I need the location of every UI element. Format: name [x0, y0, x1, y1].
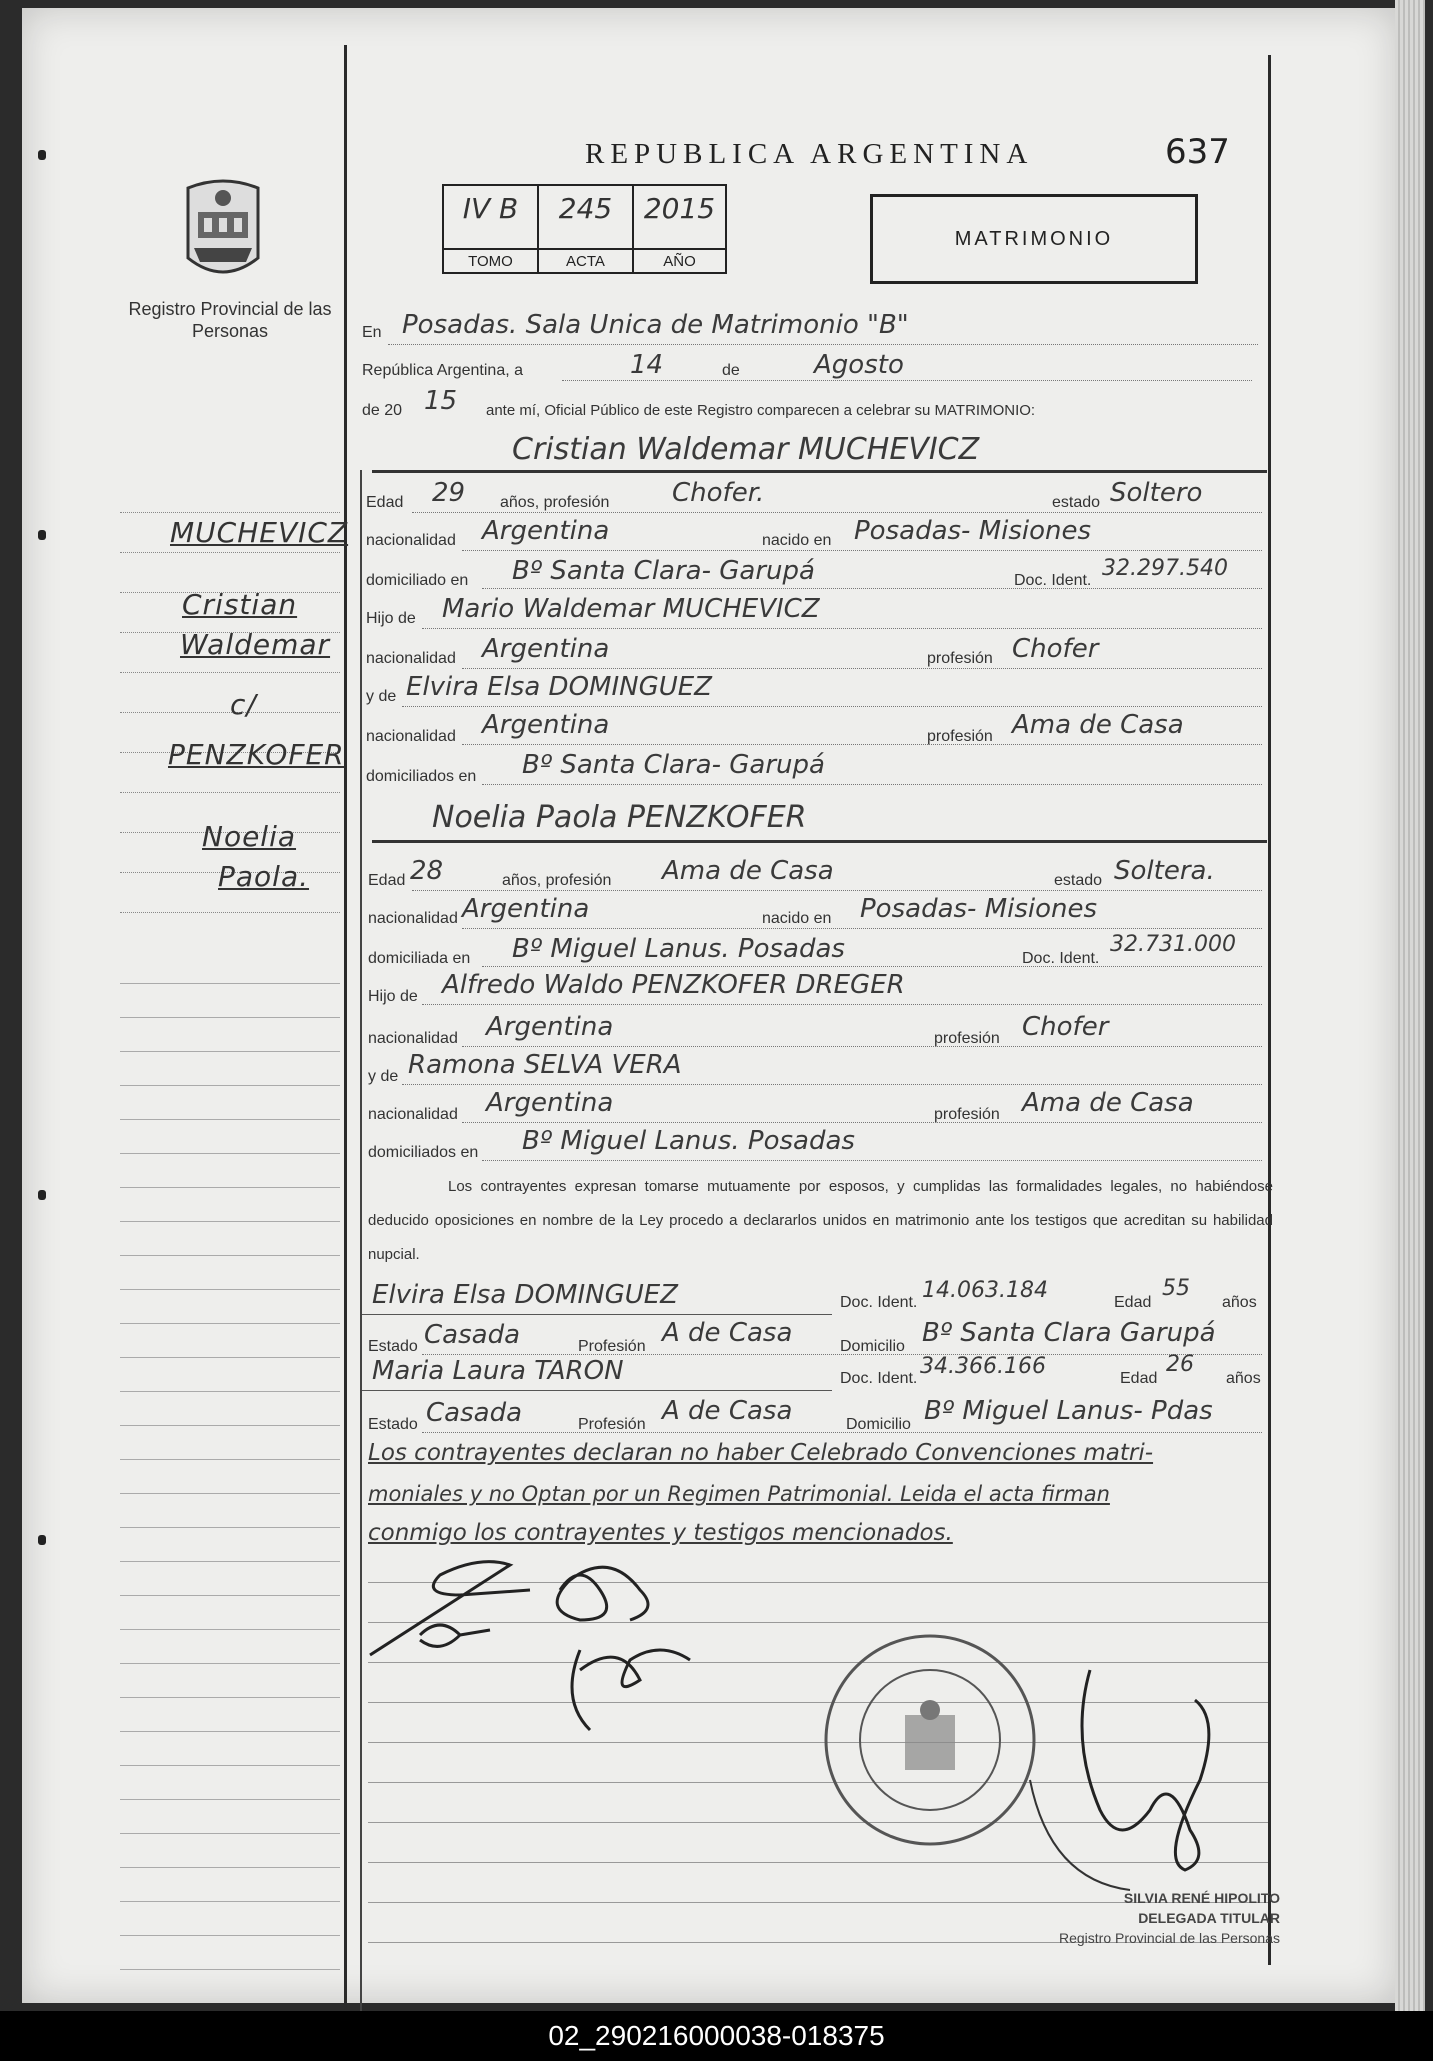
- doc-label: Doc. Ident.: [840, 1294, 918, 1311]
- domicilio-label: domiciliado en: [366, 572, 469, 589]
- republica-label: República Argentina, a: [362, 362, 523, 379]
- edad-value: 28: [410, 856, 444, 886]
- tomo-cell: [444, 186, 539, 274]
- party2-father-row: [362, 970, 1267, 1006]
- yde-label: y de: [366, 688, 397, 705]
- witness2-details-row: [362, 1396, 1267, 1432]
- profesion-label: Profesión: [578, 1416, 646, 1433]
- party2-nationality-row: [362, 894, 1267, 930]
- party2-mother-row: [362, 1050, 1267, 1086]
- margin-conjunction: c/: [230, 688, 257, 721]
- domicilio-label: Domicilio: [840, 1338, 905, 1355]
- binding-hole: [38, 150, 46, 160]
- party2-name: Noelia Paola PENZKOFER: [432, 800, 807, 835]
- profesion-label: profesión: [927, 728, 993, 745]
- note-line: [362, 1478, 1267, 1518]
- profesion-label: años, profesión: [500, 494, 610, 511]
- yde-label: y de: [368, 1068, 399, 1085]
- note-line: [362, 1436, 1267, 1476]
- nacionalidad-label: nacionalidad: [366, 650, 456, 667]
- page-stack-edge: [1395, 0, 1425, 2011]
- official-office: Registro Provincial de las Personas: [1059, 1930, 1280, 1946]
- witness1-status: Casada: [424, 1320, 521, 1350]
- doc-label: Doc. Ident.: [840, 1370, 918, 1387]
- binding-hole: [38, 530, 46, 540]
- witness2-name: Maria Laura TARON: [372, 1356, 624, 1386]
- mother-profession: Ama de Casa: [1022, 1088, 1194, 1118]
- act-type-box: MATRIMONIO: [870, 194, 1198, 284]
- domicilio-label: Domicilio: [846, 1416, 911, 1433]
- party1-father-row: [362, 594, 1267, 630]
- tomo-value: IV B: [462, 192, 519, 225]
- profesion-value: Chofer.: [672, 478, 765, 508]
- mother-name: Ramona SELVA VERA: [408, 1050, 682, 1080]
- margin-given-name: Noelia: [202, 820, 297, 853]
- official-block: [1050, 1888, 1280, 1948]
- anio-label: AÑO: [634, 248, 725, 274]
- place-value: Posadas. Sala Unica de Matrimonio "B": [402, 310, 909, 340]
- nacionalidad-label: nacionalidad: [368, 1106, 458, 1123]
- party1-father-nat-row: [362, 634, 1267, 670]
- nacido-label: nacido en: [762, 532, 832, 549]
- estado-label: estado: [1054, 872, 1103, 889]
- estado-label: Estado: [368, 1338, 418, 1355]
- month-value: Agosto: [814, 350, 904, 380]
- note-text: conmigo los contrayentes y testigos mencionados.: [368, 1520, 953, 1546]
- hijo-label: Hijo de: [366, 610, 416, 627]
- domicilio-label: domiciliada en: [368, 950, 471, 967]
- intro-year-row: [362, 386, 1267, 428]
- estado-value: Soltero: [1110, 478, 1203, 508]
- profesion-label: profesión: [927, 650, 993, 667]
- nacionalidad-label: nacionalidad: [366, 532, 456, 549]
- party1-name-row: [362, 428, 1267, 472]
- anio-value: 2015: [643, 192, 716, 225]
- party2-age-row: [362, 856, 1267, 892]
- note-text: Los contrayentes declaran no haber Celebrado Convenciones matri-: [368, 1440, 1154, 1466]
- edad-label: Edad: [366, 494, 404, 511]
- intro-place-row: [362, 310, 1267, 346]
- margin-surname: PENZKOFER: [168, 738, 345, 771]
- party2-name-row: [362, 796, 1267, 842]
- scan-footer: 02_290216000038-018375: [0, 2011, 1433, 2061]
- estado-label: estado: [1052, 494, 1101, 511]
- witness2-profession: A de Casa: [662, 1396, 793, 1426]
- party2-parents-domicile-row: [362, 1124, 1267, 1160]
- domicilio-label: domiciliados en: [366, 768, 477, 785]
- party2-father-nat-row: [362, 1012, 1267, 1048]
- day-value: 14: [630, 350, 664, 380]
- witness1-domicile: Bº Santa Clara Garupá: [922, 1318, 1216, 1348]
- father-nationality: Argentina: [482, 634, 610, 664]
- domicilio-label: domiciliados en: [368, 1144, 479, 1161]
- intro-date-row: [362, 350, 1267, 386]
- nacionalidad-label: nacionalidad: [368, 910, 458, 927]
- father-nationality: Argentina: [486, 1012, 614, 1042]
- folio-number: 637: [1165, 132, 1230, 172]
- witness2-age: 26: [1166, 1352, 1194, 1377]
- parents-domicile: Bº Santa Clara- Garupá: [522, 750, 825, 780]
- nacionalidad-value: Argentina: [482, 516, 610, 546]
- de-label: de: [722, 362, 740, 379]
- profesion-label: Profesión: [578, 1338, 646, 1355]
- acta-value: 245: [558, 192, 613, 225]
- nacionalidad-value: Argentina: [462, 894, 590, 924]
- edad-label: Edad: [1120, 1370, 1158, 1387]
- edad-label: Edad: [1114, 1294, 1152, 1311]
- estado-label: Estado: [368, 1416, 418, 1433]
- profesion-label: profesión: [934, 1106, 1000, 1123]
- nacionalidad-label: nacionalidad: [368, 1030, 458, 1047]
- father-profession: Chofer: [1022, 1012, 1109, 1042]
- party1-name: Cristian Waldemar MUCHEVICZ: [512, 432, 980, 467]
- anos-label: años: [1222, 1294, 1257, 1311]
- official-signature: [1010, 1660, 1240, 1900]
- de20-label: de 20: [362, 402, 403, 419]
- tomo-label: TOMO: [444, 248, 537, 274]
- margin-surname: MUCHEVICZ: [170, 516, 349, 549]
- party1-mother-row: [362, 672, 1267, 708]
- statement-text: ante mí, Oficial Público de este Registro comparecen a celebrar su MATRIMONIO:: [486, 402, 1036, 419]
- mother-profession: Ama de Casa: [1012, 710, 1184, 740]
- edad-label: Edad: [368, 872, 406, 889]
- party1-domicile-row: [362, 554, 1267, 590]
- witness2-status: Casada: [426, 1398, 523, 1428]
- margin-ruled-area: [120, 950, 340, 1990]
- edad-value: 29: [432, 478, 466, 508]
- parents-domicile: Bº Miguel Lanus. Posadas: [522, 1126, 855, 1156]
- margin-given-name: Cristian: [182, 588, 298, 621]
- signature-2: [520, 1540, 720, 1740]
- domicilio-value: Bº Santa Clara- Garupá: [512, 556, 815, 586]
- party1-mother-nat-row: [362, 710, 1267, 746]
- note-text: moniales y no Optan por un Regimen Patrimonial. Leida el acta firman: [368, 1482, 1110, 1506]
- witness1-details-row: [362, 1318, 1267, 1354]
- declaration-text: Los contrayentes expresan tomarse mutuamente por esposos, y cumplidas las formalidades legales, no habiéndose deducido oposiciones en nombre de la Ley procedo a declararlos unidos en matrimonio ante los testigos que acreditan su habilidad nupcial.: [368, 1178, 1273, 1263]
- hijo-label: Hijo de: [368, 988, 418, 1005]
- party2-mother-nat-row: [362, 1088, 1267, 1124]
- party2-domicile-row: [362, 932, 1267, 968]
- acta-cell: [539, 186, 634, 274]
- witness1-age: 55: [1162, 1276, 1190, 1301]
- binding-hole: [38, 1535, 46, 1545]
- binding-hole: [38, 1190, 46, 1200]
- nacido-value: Posadas- Misiones: [860, 894, 1098, 924]
- official-name: SILVIA RENÉ HIPOLITO: [1123, 1890, 1280, 1906]
- official-role: DELEGADA TITULAR: [1138, 1910, 1280, 1926]
- witness1-profession: A de Casa: [662, 1318, 793, 1348]
- profesion-label: años, profesión: [502, 872, 612, 889]
- witness2-doc: 34.366.166: [920, 1354, 1046, 1379]
- domicilio-value: Bº Miguel Lanus. Posadas: [512, 934, 845, 964]
- misiones-seal-icon: [180, 178, 266, 286]
- margin-given-name: Waldemar: [180, 628, 331, 661]
- party1-age-row: [362, 478, 1267, 514]
- doc-label: Doc. Ident.: [1014, 572, 1092, 589]
- record-reference-box: [442, 184, 727, 274]
- mother-nationality: Argentina: [486, 1088, 614, 1118]
- column-divider: [344, 45, 347, 2010]
- witness2-row: [362, 1354, 1267, 1390]
- estado-value: Soltera.: [1114, 856, 1215, 886]
- en-label: En: [362, 324, 382, 341]
- anos-label: años: [1226, 1370, 1261, 1387]
- mother-name: Elvira Elsa DOMINGUEZ: [406, 672, 712, 702]
- profesion-value: Ama de Casa: [662, 856, 834, 886]
- anio-cell: [634, 186, 725, 274]
- doc-label: Doc. Ident.: [1022, 950, 1100, 967]
- witness1-name: Elvira Elsa DOMINGUEZ: [372, 1280, 678, 1310]
- party1-nationality-row: [362, 516, 1267, 552]
- mother-nationality: Argentina: [482, 710, 610, 740]
- party1-parents-domicile-row: [362, 748, 1267, 784]
- father-name: Mario Waldemar MUCHEVICZ: [442, 594, 820, 624]
- nacido-value: Posadas- Misiones: [854, 516, 1092, 546]
- nacionalidad-label: nacionalidad: [366, 728, 456, 745]
- witness1-row: [362, 1278, 1267, 1314]
- witness1-doc: 14.063.184: [922, 1278, 1048, 1303]
- acta-label: ACTA: [539, 248, 632, 274]
- country-title: REPUBLICA ARGENTINA: [585, 138, 1034, 170]
- profesion-label: profesión: [934, 1030, 1000, 1047]
- father-profession: Chofer: [1012, 634, 1099, 664]
- doc-value: 32.731.000: [1110, 932, 1236, 957]
- right-border: [1268, 55, 1271, 1965]
- nacido-label: nacido en: [762, 910, 832, 927]
- doc-value: 32.297.540: [1102, 556, 1228, 581]
- official-stamp-icon: [820, 1630, 1040, 1850]
- year-value: 15: [424, 386, 458, 416]
- registry-name: Registro Provincial de las Personas: [128, 299, 332, 341]
- father-name: Alfredo Waldo PENZKOFER DREGER: [442, 970, 905, 1000]
- margin-given-name: Paola.: [218, 860, 310, 893]
- witness2-domicile: Bº Miguel Lanus- Pdas: [924, 1396, 1213, 1426]
